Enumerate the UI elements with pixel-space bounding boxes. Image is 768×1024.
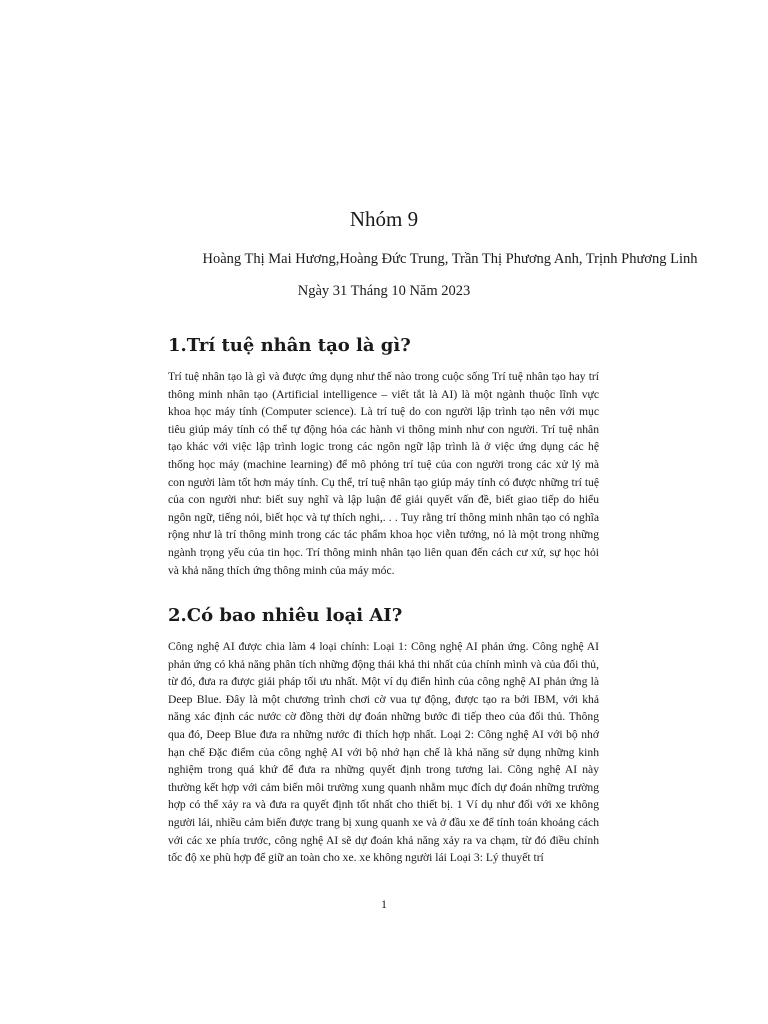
author-list: Hoàng Thị Mai Hương,Hoàng Đức Trung, Trần Thị Phương Anh, Trịnh Phương Linh bbox=[202, 251, 698, 267]
section-heading-what-is-ai: 1.Trí tuệ nhân tạo là gì? bbox=[168, 335, 411, 356]
document-title: Nhóm 9 bbox=[349, 207, 419, 231]
document-date: Ngày 31 Tháng 10 Năm 2023 bbox=[297, 283, 471, 299]
section-body-ai-types: Công nghệ AI được chia làm 4 loại chính: Loại 1: Công nghệ AI phản ứng. Công nghệ AI phản ứng có khả năng phân tích những động thái khả thi nhất của chính mình và của đối thủ, từ đó, đưa ra được giải pháp tối ưu nhất. Một ví dụ điển hình của công nghệ AI phản ứng là Deep Blue. Đây là một chương trình chơi cờ vua tự động, được tạo ra bởi IBM, với khả năng xác định các nước cờ đồng thời dự đoán những bước đi tiếp theo của đối thủ. Thông qua đó, Deep Blue đưa ra những nước đi thích hợp nhất. Loại 2: Công nghệ AI với bộ nhớ hạn chế Đặc điểm của công nghệ AI với bộ nhớ hạn chế là khả năng sử dụng những kinh nghiệm trong quá khứ để đưa ra những quyết định trong tương lai. Công nghệ AI này thường kết hợp với cảm biến môi trường xung quanh nhằm mục đích dự đoán những trường hợp có thể xảy ra và đưa ra quyết định tốt nhất cho thiết bị. 1 Ví dụ như đối với xe không người lái, nhiều cảm biến được trang bị xung quanh xe và ở đầu xe để tính toán khoảng cách với các xe phía trước, công nghệ AI sẽ dự đoán khả năng xảy ra va chạm, từ đó điều chỉnh tốc độ xe phù hợp để giữ an toàn cho xe. xe không người lái Loại 3: Lý thuyết trí bbox=[168, 640, 599, 865]
section-body-what-is-ai: Trí tuệ nhân tạo là gì và được ứng dụng như thế nào trong cuộc sống Trí tuệ nhân tạo hay trí thông minh nhân tạo (Artificial intelligence – viết tắt là AI) là một ngành thuộc lĩnh vực khoa học máy tính (Computer science). Là trí tuệ do con người lập trình tạo nên với mục tiêu giúp máy tính có thể tự động hóa các hành vi thông minh như con người. Trí tuệ nhân tạo khác với việc lập trình logic trong các ngôn ngữ lập trình là ở việc ứng dụng các hệ thống học máy (machine learning) để mô phỏng trí tuệ của con người trong các xử lý mà con người làm tốt hơn máy tính. Cụ thể, trí tuệ nhân tạo giúp máy tính có được những trí tuệ của con người như: biết suy nghĩ và lập luận để giải quyết vấn đề, biết giao tiếp do hiểu ngôn ngữ, tiếng nói, biết học và tự thích nghi,. . . Tuy rằng trí thông minh nhân tạo có nghĩa rộng như là trí thông minh trong các tác phẩm khoa học viễn tưởng, nó là một trong những ngành trọng yếu của tin học. Trí thông minh nhân tạo liên quan đến cách cư xử, sự học hỏi và khả năng thích ứng thông minh của máy móc. bbox=[168, 370, 599, 577]
page-number: 1 bbox=[381, 897, 387, 911]
section-heading-ai-types: 2.Có bao nhiêu loại AI? bbox=[168, 605, 403, 626]
